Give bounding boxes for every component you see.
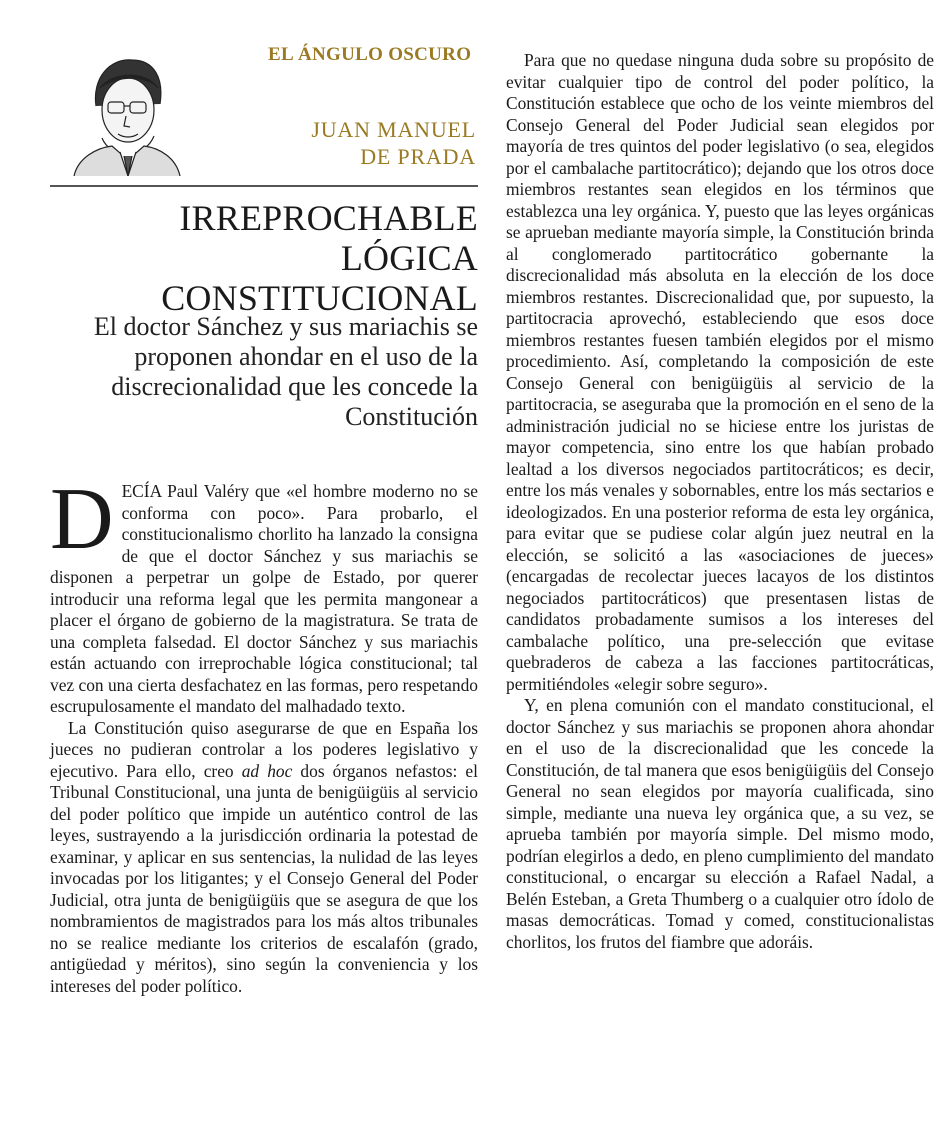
author-line-2: DE PRADA (360, 144, 476, 169)
paragraph-1-text: ECÍA Paul Valéry que «el hombre moderno no se conforma con poco». Para probarlo, el constitucionalismo chorlito ha lanzado la consigna de que el doctor Sánchez y sus mariachis se disponen a perpetrar un golpe de Estado, por querer introducir una reforma legal que les permita mangonear a placer el órgano de gobierno de la magistratura. Se trata de una completa falsedad. El doctor Sánchez y sus mariachis están actuando con irreprochable lógica constitucional; tal vez con una cierta desfachatez en las formas, pero respetando escrupulosamente el mandato del malhadado texto. (50, 481, 478, 716)
headline-line-2: CONSTITUCIONAL (161, 278, 478, 318)
paragraph-2-emphasis: ad hoc (241, 760, 293, 781)
paragraph-2-text-a: La Constitución quiso asegurarse de que en España los jueces no pudieran controlar a los poderes legislativo y ejecutivo. Para ello, creo (50, 717, 478, 781)
author-line-1: JUAN MANUEL (311, 117, 476, 142)
author-portrait (66, 48, 184, 176)
header-divider (50, 185, 478, 187)
article-column-left (50, 471, 478, 997)
article-paragraph-1 (50, 471, 478, 718)
article-paragraph-2 (50, 718, 478, 998)
paragraph-2-text-b: dos órganos nefastos: el Tribunal Constitucional, una junta de benigüigüis al servicio del poder político que impide un auténtico control de las leyes, sustrayendo a la jurisdicción ordinaria la potestad de examinar, y aplicar en sus sentencias, la nulidad de las leyes invocadas por los litigantes; y el Consejo General del Poder Judicial, otra junta de benigüigüis que se asegura de que los nombramientos de magistrados para los más altos tribunales no se realice mediante los criterios de escalafón (grado, antigüedad y méritos), sino según la conveniencia y los intereses del poder político. (50, 760, 478, 996)
drop-cap: D (50, 471, 114, 568)
author-name (290, 116, 476, 170)
headline-line-1: IRREPROCHABLE LÓGICA (179, 198, 478, 278)
subheadline: El doctor Sánchez y sus mariachis se proponen ahondar en el uso de la discrecionalidad que les concede la Constitución (93, 312, 478, 431)
section-title: EL ÁNGULO OSCURO (268, 44, 472, 65)
article-paragraph-4: Y, en plena comunión con el mandato constitucional, el doctor Sánchez y sus mariachis se proponen ahora ahondar en el uso de la discrecionalidad que les concede la Constitución, de tal manera que esos benigüigüis del Consejo General no sean elegidos por mayoría cualificada, sino simple, mediante una nueva ley orgánica que, a su vez, se aprueba también por mayoría simple. Del mismo modo, podrían elegirlos a dedo, en pleno cumplimiento del mandato constitucional, o encargar su elección a Rafael Nadal, a Belén Esteban, a Greta Thumberg o a cualquier otro ídolo de masas democráticas. Tomad y comed, constitucionalistas chorlitos, los frutos del fiambre que adoráis. (506, 695, 934, 952)
article-column-right (506, 50, 934, 953)
article-paragraph-3: Para que no quedase ninguna duda sobre su propósito de evitar cualquier tipo de control del poder político, la Constitución establece que ocho de los veinte miembros del Consejo General del Poder Judicial sean elegidos por mayoría de tres quintos del poder legislativo (o sea, elegidos por el cambalache partitocrático); dejando que los otros doce miembros restantes sean elegidos en los términos que establezca una ley orgánica. Y, puesto que las leyes orgánicas se aprueban mediante mayoría simple, la Constitución brinda al conglomerado partitocrático gobernante la discrecionalidad más absoluta en la elección de los doce miembros restantes. Discrecionalidad que, por supuesto, la partitocracia aprovechó, estableciendo que esos doce miembros restantes fuesen también elegidos por el mismo procedimiento. Así, completando la composición de este Consejo General con benigüigüis al servicio de la partitocracia, se aseguraba que la promoción en el seno de la administración judicial no se hiciese entre los juristas de mayor competencia, sino entre los que habían probado lealtad a los diversos negociados partitocráticos; es decir, entre los más venales y sobornables, entre los más sectarios e ideologizados. En una posterior reforma de esta ley orgánica, para evitar que se pudiese colar algún juez neutral en la elección, se solicitó a las «asociaciones de jueces» (encargadas de recolectar jueces lacayos de los distintos negociados partitocráticos) que presentasen listas de candidatos probadamente sumisos a los intereses del cambalache político, una pre-selección que evitase quebraderos de cabeza a las facciones partitocráticas, permitiéndoles «elegir sobre seguro». (506, 50, 934, 694)
headline (50, 198, 478, 318)
